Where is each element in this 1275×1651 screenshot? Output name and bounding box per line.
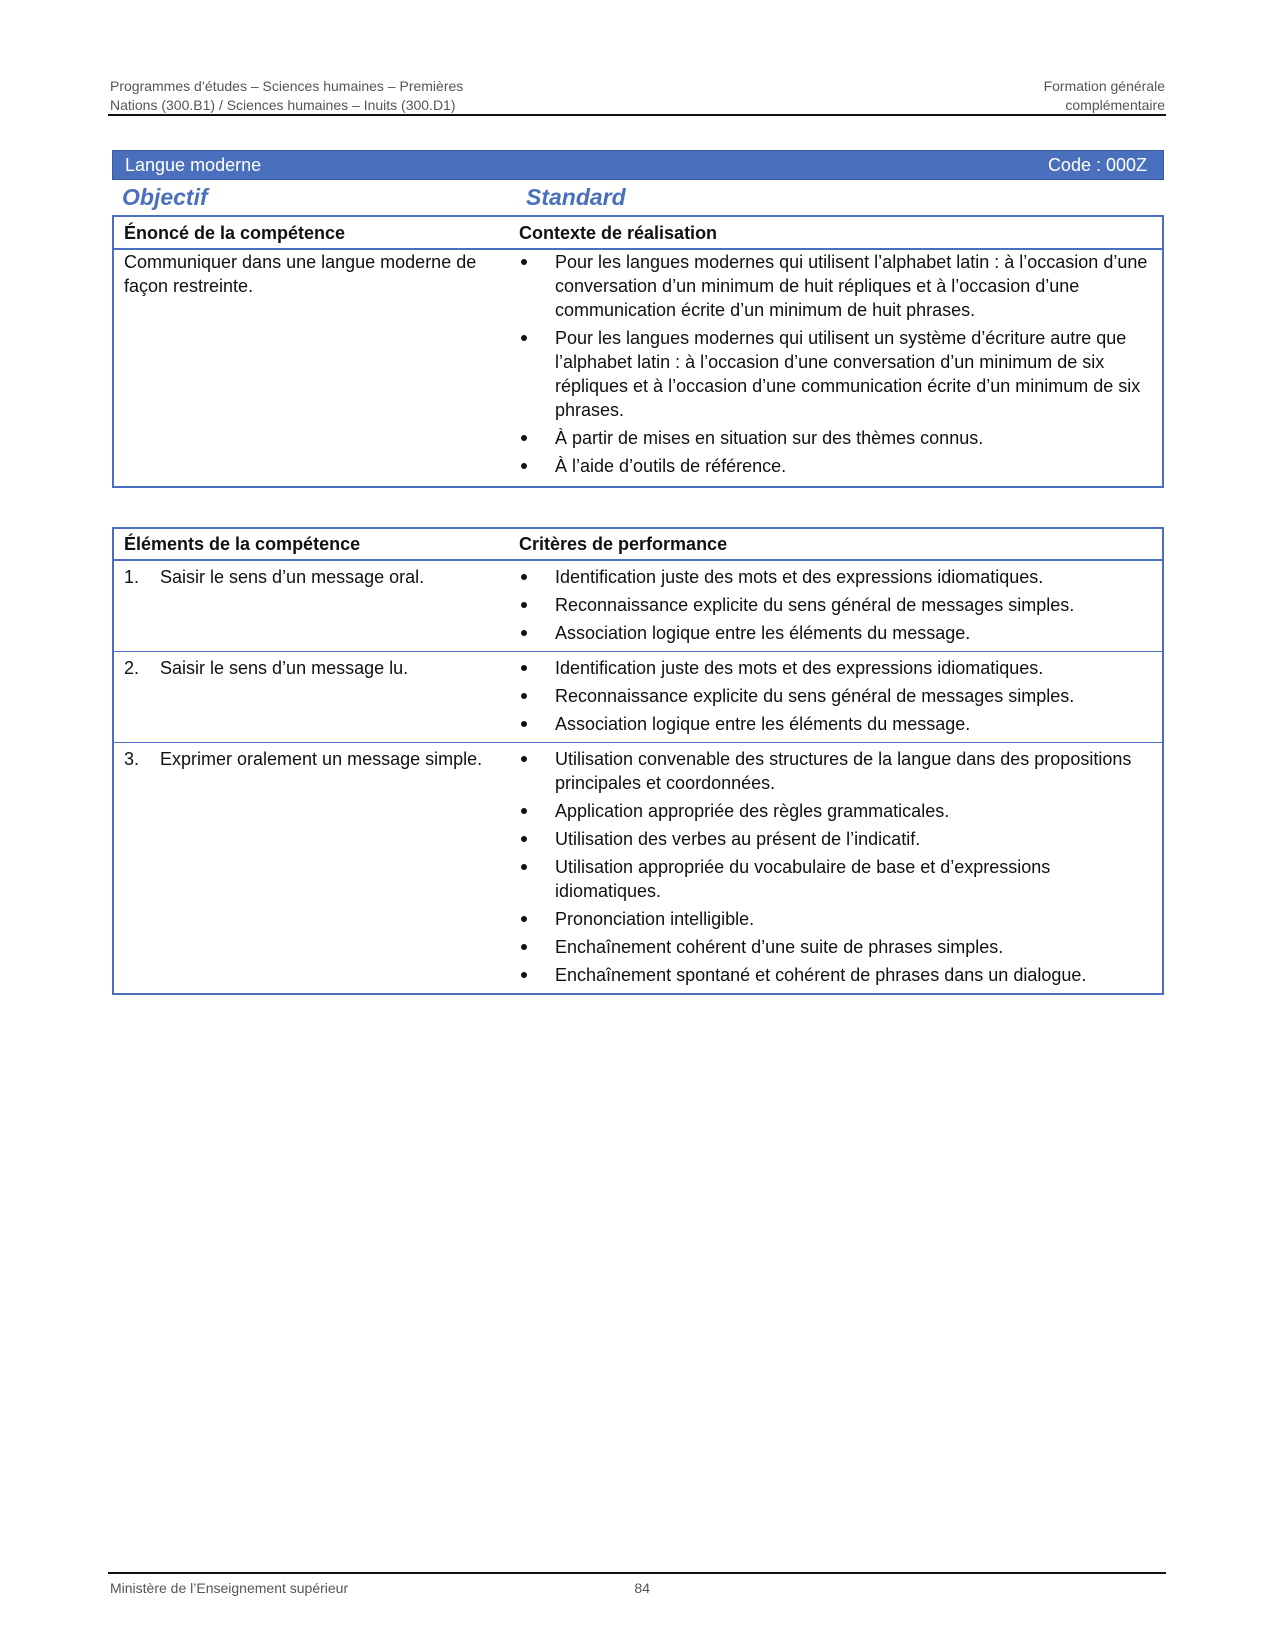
element-number: 1. xyxy=(124,567,140,587)
elements-header: Éléments de la compétence xyxy=(113,528,519,560)
elements-table xyxy=(112,527,1164,995)
criterion-item: Enchaînement cohérent d’une suite de phrases simples. xyxy=(519,935,1154,959)
header-divider xyxy=(108,114,1166,116)
footer-ministry: Ministère de l’Enseignement supérieur xyxy=(110,1580,349,1596)
criteria-list xyxy=(519,565,1154,645)
section-titles xyxy=(122,184,1162,214)
criterion-item: Prononciation intelligible. xyxy=(519,907,1154,931)
criterion-item: Application appropriée des règles grammaticales. xyxy=(519,799,1154,823)
context-header: Contexte de réalisation xyxy=(519,216,1163,249)
criterion-item: Utilisation des verbes au présent de l’indicatif. xyxy=(519,827,1154,851)
header-formation-line2: complémentaire xyxy=(1065,97,1165,113)
header-formation-line1: Formation générale xyxy=(1043,78,1165,94)
criterion-item: Reconnaissance explicite du sens général de messages simples. xyxy=(519,593,1154,617)
criterion-item: Identification juste des mots et des expressions idiomatiques. xyxy=(519,656,1154,680)
page-header xyxy=(110,77,1165,115)
context-item: Pour les langues modernes qui utilisent l’alphabet latin : à l’occasion d’une conversation d’un minimum de huit répliques et à l’occasion d’une communication écrite d’un minimum de huit phrases. xyxy=(519,250,1154,322)
context-item: À l’aide d’outils de référence. xyxy=(519,454,1154,478)
context-item: À partir de mises en situation sur des thèmes connus. xyxy=(519,426,1154,450)
header-program-line2: Nations (300.B1) / Sciences humaines – Inuits (300.D1) xyxy=(110,97,456,113)
criteria-header: Critères de performance xyxy=(519,528,1163,560)
page-footer xyxy=(110,1580,650,1596)
criterion-item: Enchaînement spontané et cohérent de phrases dans un dialogue. xyxy=(519,963,1154,987)
criterion-item: Identification juste des mots et des expressions idiomatiques. xyxy=(519,565,1154,589)
element-row xyxy=(113,743,1163,995)
course-code: Code : 000Z xyxy=(1047,154,1147,175)
objective-heading: Objectif xyxy=(122,184,208,210)
element-row xyxy=(113,560,1163,652)
criteria-list xyxy=(519,656,1154,736)
standard-heading: Standard xyxy=(526,184,626,210)
element-number: 2. xyxy=(124,658,140,678)
element-row xyxy=(113,652,1163,743)
criterion-item: Association logique entre les éléments du message. xyxy=(519,712,1154,736)
element-text: Saisir le sens d’un message lu. xyxy=(160,658,409,678)
criterion-item: Reconnaissance explicite du sens général de messages simples. xyxy=(519,684,1154,708)
page-number: 84 xyxy=(634,1580,650,1596)
header-program-line1: Programmes d’études – Sciences humaines – Premières xyxy=(110,78,464,94)
criterion-item: Association logique entre les éléments du message. xyxy=(519,621,1154,645)
course-title-bar xyxy=(112,150,1164,180)
footer-divider xyxy=(108,1572,1166,1574)
competence-table xyxy=(112,215,1164,488)
element-text: Exprimer oralement un message simple. xyxy=(160,749,483,769)
element-text: Saisir le sens d’un message oral. xyxy=(160,567,425,587)
course-name: Langue moderne xyxy=(125,154,262,175)
element-number: 3. xyxy=(124,749,140,769)
criterion-item: Utilisation convenable des structures de la langue dans des propositions principales et coordonnées. xyxy=(519,747,1154,795)
competence-statement-header: Énoncé de la compétence xyxy=(113,216,519,249)
criteria-list xyxy=(519,747,1154,987)
context-item: Pour les langues modernes qui utilisent un système d’écriture autre que l’alphabet latin : à l’occasion d’une conversation d’un minimum de six répliques et à l’occasion d’une communication écrite d’un minimum de six phrases. xyxy=(519,326,1154,422)
context-list xyxy=(519,250,1154,478)
criterion-item: Utilisation appropriée du vocabulaire de base et d’expressions idiomatiques. xyxy=(519,855,1154,903)
competence-statement: Communiquer dans une langue moderne de façon restreinte. xyxy=(124,252,477,296)
